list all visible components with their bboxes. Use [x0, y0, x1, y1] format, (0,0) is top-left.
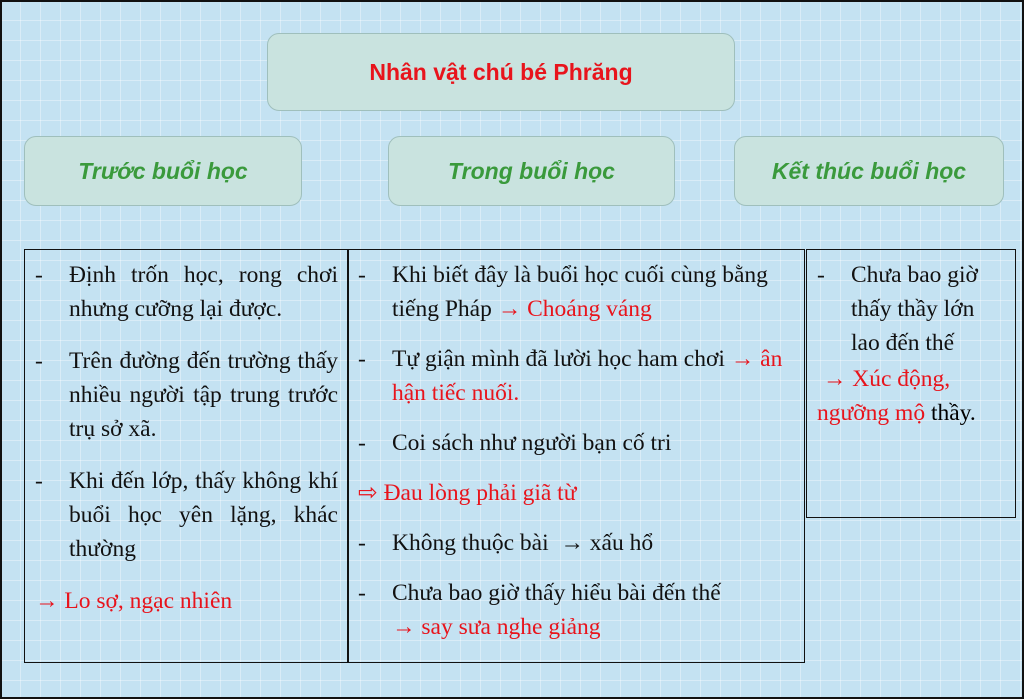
conclusion-tail: thầy. [930, 400, 976, 426]
list-item: - Chưa bao giờ thấy hiểu bài đến thế → say sưa nghe giảng [358, 580, 721, 640]
item-text: Chưa bao giờ thấy thầy lớn lao đến thế [851, 262, 978, 356]
item-text: Tự giận mình đã lười học ham chơi [392, 346, 725, 372]
list-item: - Tự giận mình đã lười học ham chơi → ân hận tiếc nuối. [358, 346, 783, 406]
header-before-class: Trước buổi học [24, 136, 302, 206]
arrow-right-icon: → [35, 588, 59, 614]
item-result: xấu hổ [589, 530, 654, 556]
hollow-arrow-icon: ⇨ [358, 480, 378, 506]
item-result: Choáng váng [527, 296, 652, 322]
list-item: - Khi đến lớp, thấy không khí buổi học yên lặng, khác thường [35, 464, 338, 566]
list-item: - Chưa bao giờ thấy thầy lớn lao đến thế [817, 258, 1005, 360]
column-end-class [806, 249, 1016, 518]
conclusion [35, 584, 338, 618]
item-text: Định trốn học, rong chơi nhưng cưỡng lại được. [69, 262, 338, 322]
header-end-class: Kết thúc buổi học [734, 136, 1004, 206]
item-text: Trên đường đến trường thấy nhiều người tập trung trước trụ sở xã. [69, 348, 338, 442]
column-during-class [347, 249, 805, 663]
conclusion [817, 362, 1005, 430]
arrow-right-icon: → [497, 296, 522, 322]
arrow-right-icon: → [817, 366, 847, 392]
list-item: - Không thuộc bài → xấu hổ [358, 530, 654, 556]
item-result: ân hận tiếc nuối. [392, 346, 783, 406]
item-text: Khi biết đây là buổi học cuối cùng bằng tiếng Pháp [392, 262, 768, 322]
main-title: Nhân vật chú bé Phrăng [267, 33, 735, 111]
list-item: - Coi sách như người bạn cố tri [358, 426, 794, 460]
item-text: Chưa bao giờ thấy hiểu bài đến thế [392, 580, 721, 606]
conclusion [358, 476, 794, 510]
conclusion-text: Xúc động, ngưỡng mộ [817, 366, 951, 426]
item-text: Không thuộc bài [392, 530, 549, 556]
arrow-right-icon: → [392, 614, 416, 640]
list-item: - Định trốn học, rong chơi nhưng cưỡng lại được. [35, 258, 338, 326]
column-before-class [24, 249, 349, 663]
conclusion-text: Đau lòng phải giã từ [383, 480, 577, 506]
item-result: say sưa nghe giảng [421, 614, 601, 640]
arrow-right-icon: → [554, 530, 584, 556]
list-item: - Khi biết đây là buổi học cuối cùng bằng tiếng Pháp → Choáng váng [358, 262, 768, 322]
list-item: - Trên đường đến trường thấy nhiều người tập trung trước trụ sở xã. [35, 344, 338, 446]
item-text: Khi đến lớp, thấy không khí buổi học yên lặng, khác thường [69, 468, 338, 562]
conclusion-text: Lo sợ, ngạc nhiên [64, 588, 233, 614]
arrow-right-icon: → [730, 346, 755, 372]
item-text: Coi sách như người bạn cố tri [392, 430, 672, 456]
header-during-class: Trong buổi học [388, 136, 675, 206]
